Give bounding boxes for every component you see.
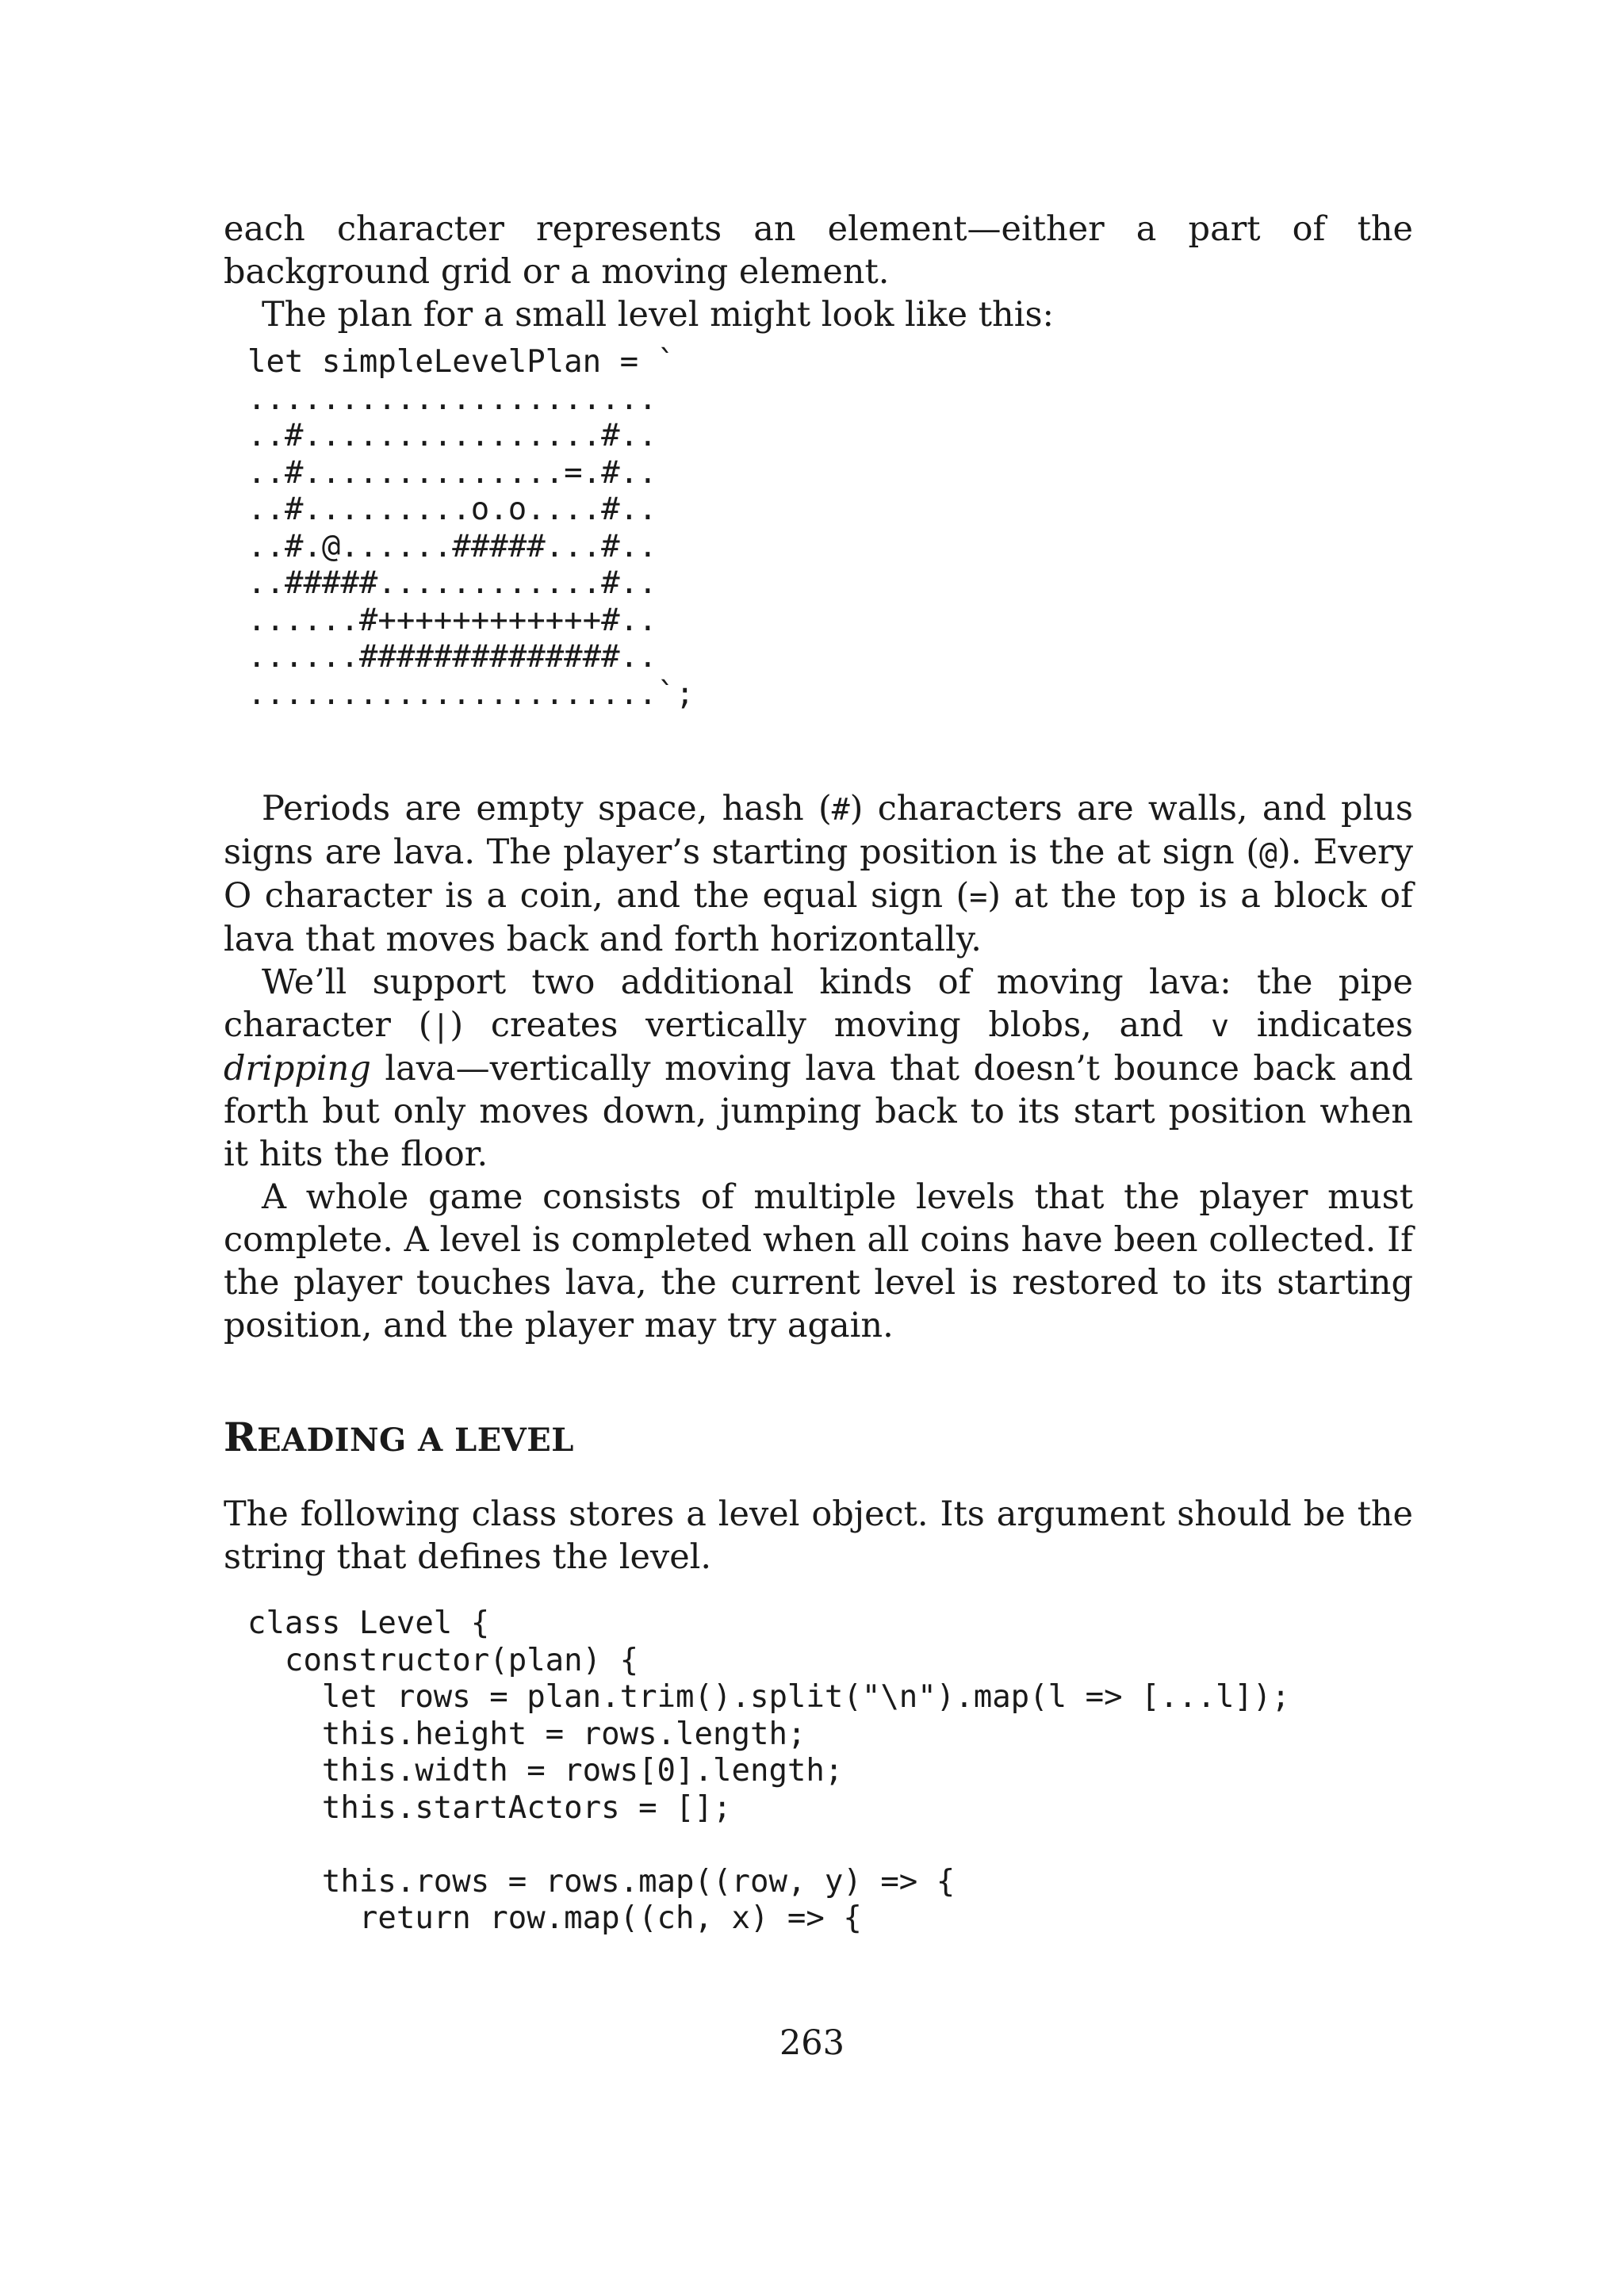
emphasis-dripping: dripping — [224, 1049, 371, 1089]
inline-code-at: @ — [1259, 836, 1277, 871]
section-heading: READING A LEVEL — [224, 1414, 574, 1460]
class-intro-paragraph: The following class stores a level object. Its argument should be the string that defines the level. — [224, 1494, 1413, 1577]
plan-intro-paragraph: The plan for a small level might look like this: — [262, 295, 1055, 335]
page-number: 263 — [779, 2023, 845, 2063]
inline-code-v: v — [1211, 1008, 1230, 1043]
inline-code-pipe: | — [431, 1008, 450, 1043]
symbols-paragraph: Periods are empty space, hash (#) characters are walls, and plus signs are lava. The player’s starting position is the at sign (@). Every O character is a coin, and the equal sign (=) at the top is a block of lava that moves back and forth horizontally. — [224, 789, 1413, 959]
game-paragraph: A whole game consists of multiple levels that the player must complete. A level is completed when all coins have been collected. If the player touches lava, the current level is restored to its starting position, and the player may try again. — [224, 1177, 1413, 1345]
moving-lava-paragraph: We’ll support two additional kinds of moving lava: the pipe character (|) creates vertically moving blobs, and v indicates dripping lava—vertically moving lava that doesn’t bounce back and forth but only moves down, jumping back to its start position when it hits the floor. — [224, 962, 1414, 1174]
level-plan-code-block: let simpleLevelPlan = ` ...................... ..#................#.. ..#..............=.#.. ..#.........o.o....#.. ..#.@......#####...#.. ..#####............#.. ......#++++++++++++#.. ......##############.. ......................`; — [247, 344, 695, 712]
inline-code-hash: # — [831, 792, 850, 827]
page-content — [224, 208, 1413, 1938]
level-class-code-block: class Level { constructor(plan) { let rows = plan.trim().split("\n").map(l => [...l]); this.height = rows.length; this.width = rows[0].length; this.startActors = []; this.rows = rows.map((row, y) => { return row.map((ch, x) => { — [247, 1605, 1290, 1936]
inline-code-equal: = — [969, 879, 988, 914]
intro-continuation-paragraph: each character represents an element—either a part of the background grid or a moving element. — [224, 209, 1413, 292]
